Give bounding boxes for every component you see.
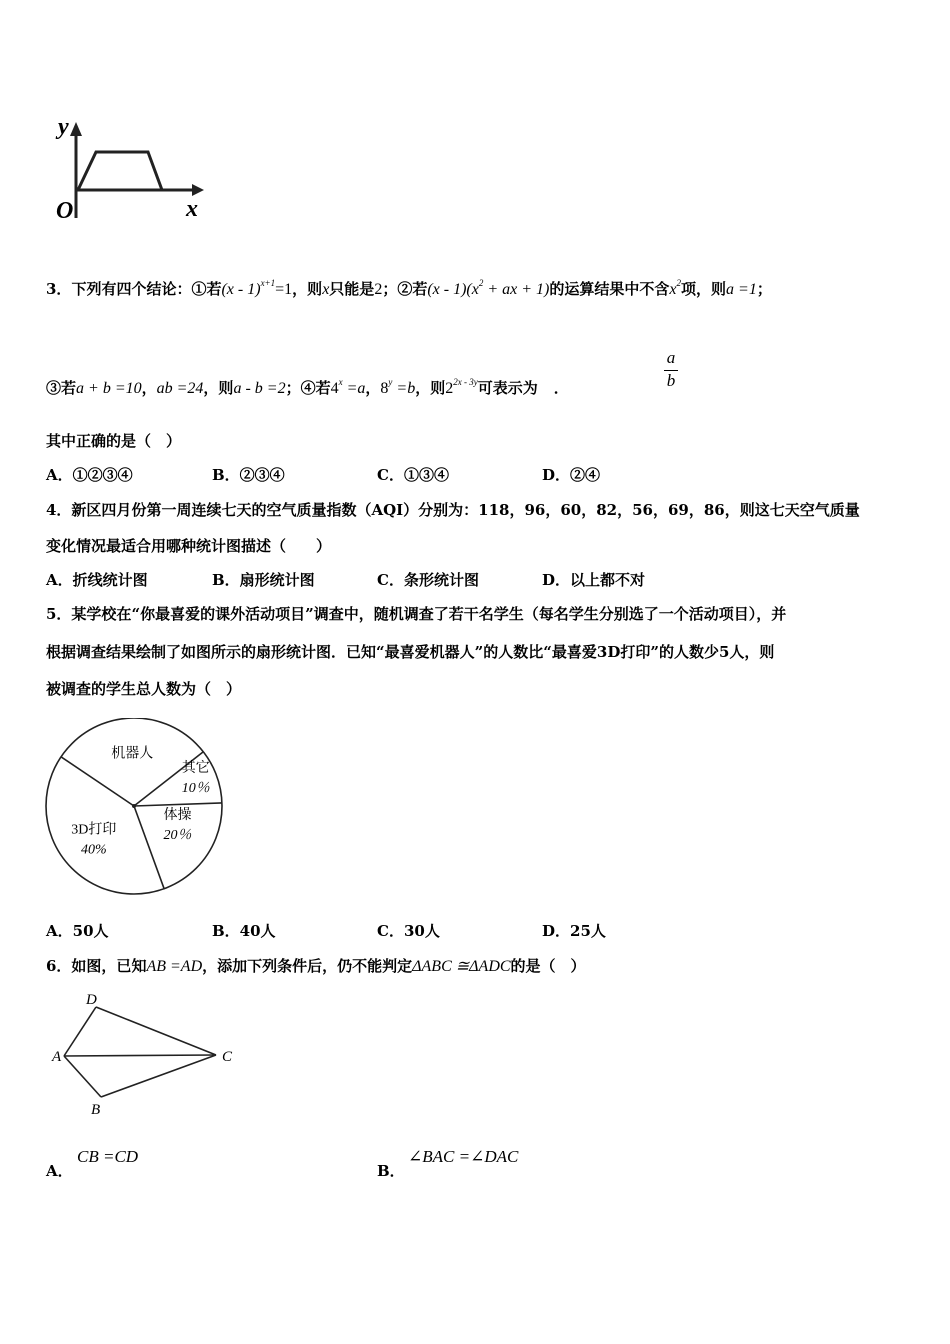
q3-c3-sep: ，: [141, 379, 157, 397]
q3-fraction-denominator: b: [666, 371, 676, 390]
q3-question: 其中正确的是（ ）: [46, 432, 182, 450]
q3-c2-sq: 2: [478, 278, 484, 288]
pie-chart: [40, 718, 230, 896]
point-c-label: C: [222, 1049, 233, 1065]
q6-option-b-math: ∠BAC =∠DAC: [408, 1147, 519, 1166]
q5-option-d[interactable]: D．25人: [542, 922, 606, 940]
q3-c2-text: 的运算结果中不含: [549, 280, 670, 298]
q3-c3-prefix: ③若: [46, 379, 77, 397]
q3-line1: [46, 273, 772, 300]
q5-option-a[interactable]: A．50人: [46, 922, 109, 940]
pie-center-dot: [132, 804, 136, 808]
q3-c2-text2: 项，则: [681, 280, 727, 298]
q4-line2: 变化情况最适合用哪种统计图描述（ ）: [46, 537, 332, 555]
q6-option-b-letter: B．: [377, 1162, 405, 1180]
q3-intro: 下列有四个结论：: [71, 280, 192, 298]
q3-option-b[interactable]: B．②③④: [212, 466, 285, 484]
q5-line3: 被调查的学生总人数为（ ）: [46, 680, 242, 698]
q4-line1: 4．新区四月份第一周连续七天的空气质量指数（AQI）分别为：118，96，60，82，56，69，86，则这七天空气质量: [46, 501, 860, 519]
q3-line2: [46, 372, 569, 399]
q6-congruence: ΔABC ≅ΔADC: [412, 958, 511, 975]
q3-c4-dot: ．: [553, 379, 569, 397]
q5-option-c[interactable]: C．30人: [377, 922, 440, 940]
q3-c4-4exp: x: [338, 377, 343, 387]
q3-c1-eq: =1: [275, 281, 293, 298]
q3-c1-prefix: ①若: [191, 280, 222, 298]
q5-line2: 根据调查结果绘制了如图所示的扇形统计图．已知“最喜爱机器人”的人数比“最喜爱3D打印”的人数少5人，则: [46, 643, 775, 661]
q3-c3-end: ；: [285, 379, 301, 397]
q3-c2-x: x: [669, 281, 677, 298]
q6-option-b[interactable]: [377, 1161, 405, 1181]
q3-c3-m2: ab =24: [156, 380, 204, 397]
q6-suffix: 的是（ ）: [510, 957, 586, 975]
q3-c4-sep: ，: [365, 379, 381, 397]
pie-label-3d-printing: 3D打印: [71, 822, 117, 838]
q6-option-a-math: CB =CD: [77, 1147, 139, 1166]
q3-c2-end: ；: [756, 280, 772, 298]
q3-c2-prefix: ②若: [397, 280, 428, 298]
q4-option-a[interactable]: A．折线统计图: [46, 571, 148, 589]
q3-c4-8exp: y: [388, 377, 393, 387]
q3-c1-math: (x - 1): [221, 281, 261, 298]
q3-c3-m3: a - b =2: [233, 380, 286, 397]
pie-label-gymnastics: 体操: [163, 808, 192, 824]
quadrilateral-figure: [48, 990, 243, 1120]
q3-c4-8eq: =b: [392, 380, 416, 397]
q3-c4-then: ，则: [415, 379, 446, 397]
q6-option-a-letter: A．: [46, 1162, 73, 1180]
q3-c1-var: x: [322, 281, 330, 298]
pie-label-other: 其它: [181, 760, 210, 776]
q6-prefix: 6．如图，已知: [46, 957, 147, 975]
q3-c1-val: 2: [374, 281, 383, 298]
pie-value-3d-printing: 40%: [80, 842, 107, 858]
q3-number: 3．: [46, 280, 72, 298]
q3-c4-2: 2: [445, 380, 454, 397]
q6-given: AB =AD: [146, 958, 203, 975]
q4-option-c[interactable]: C．条形统计图: [377, 571, 479, 589]
x-axis-label: x: [186, 196, 198, 222]
q3-c4-8: 8: [380, 380, 389, 397]
q3-c1-then: ，则: [292, 280, 323, 298]
q4-option-d[interactable]: D．以上都不对: [542, 571, 646, 589]
q3-c4-4: 4: [330, 380, 339, 397]
q3-option-c[interactable]: C．①③④: [377, 466, 449, 484]
point-b-label: B: [91, 1102, 101, 1118]
q3-fraction-numerator: a: [666, 348, 676, 367]
q3-c2-math-rest: + ax + 1): [483, 281, 550, 298]
q3-c1-only: 只能是: [329, 280, 375, 298]
pie-label-robot: 机器人: [111, 746, 154, 762]
pie-value-gymnastics: 20％: [163, 828, 192, 844]
q3-c3-m1: a + b =10: [76, 380, 142, 397]
q3-c1-end: ；: [382, 280, 398, 298]
q5-option-b[interactable]: B．40人: [212, 922, 276, 940]
pie-value-other: 10％: [181, 780, 210, 796]
q3-c4-rep: 可表示为: [477, 379, 538, 397]
q3-c3-then: ，则: [203, 379, 234, 397]
point-a-label: A: [52, 1049, 62, 1065]
q3-c2-cond: a =1: [726, 281, 757, 298]
origin-label: O: [56, 198, 74, 224]
q3-c4-prefix: ④若: [300, 379, 331, 397]
q6-line1: [46, 956, 586, 977]
function-graph-figure: [40, 110, 220, 230]
y-axis-label: y: [58, 114, 69, 140]
q4-option-b[interactable]: B．扇形统计图: [212, 571, 315, 589]
q6-middle: ，添加下列条件后，仍不能判定: [202, 957, 413, 975]
q6-option-a[interactable]: [46, 1161, 73, 1181]
point-d-label: D: [86, 992, 97, 1008]
q3-option-a[interactable]: A．①②③④: [46, 466, 133, 484]
q3-c2-math: (x - 1)(x: [427, 281, 479, 298]
q5-line1: 5．某学校在“你最喜爱的课外活动项目”调查中，随机调查了若干名学生（每名学生分别选了一个活动项目），并: [46, 605, 787, 623]
q3-option-d[interactable]: D．②④: [542, 466, 601, 484]
q3-c4-2exp: 2x - 3y: [453, 377, 478, 387]
q3-c1-exp: x+1: [260, 278, 276, 288]
q3-c2-xsq: 2: [676, 278, 682, 288]
q3-c4-4eq: =a: [342, 380, 366, 397]
